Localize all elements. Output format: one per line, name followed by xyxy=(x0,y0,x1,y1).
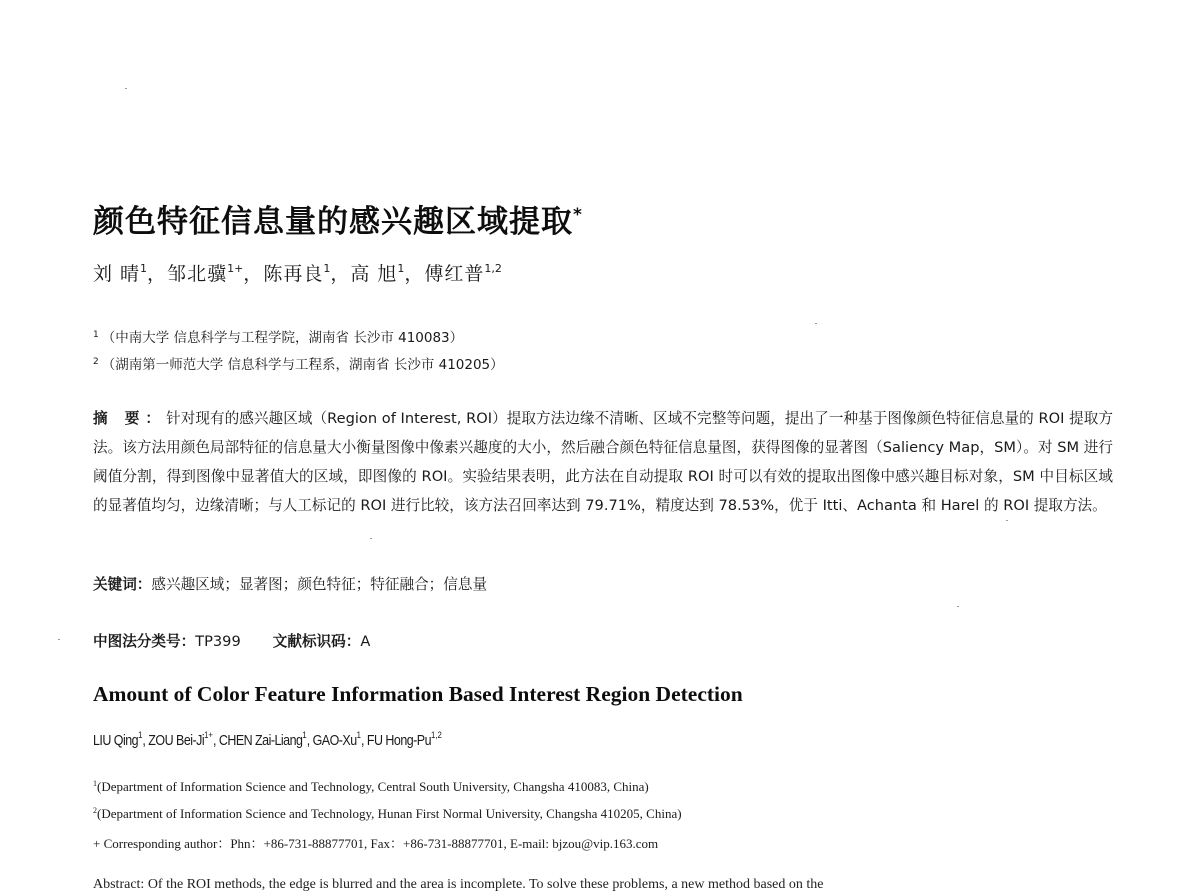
affiliation-cn-1-sup: 1 xyxy=(93,330,99,340)
author-en-separator: , xyxy=(306,733,313,749)
author-cn-separator: ， xyxy=(147,263,168,285)
author-en-separator: , xyxy=(142,733,149,749)
doc-code-label: 文献标识码： xyxy=(272,633,361,650)
author-en-separator: , xyxy=(212,733,219,749)
author-en-5-sup: 1,2 xyxy=(431,730,442,740)
author-cn-2: 邹北骥 xyxy=(167,263,228,285)
clc-label: 中图法分类号： xyxy=(93,633,196,650)
scan-speck xyxy=(815,323,817,324)
affiliation-cn-2 xyxy=(93,353,504,373)
affiliation-cn-1 xyxy=(93,326,463,346)
scan-speck xyxy=(370,538,372,539)
title-en: Amount of Color Feature Information Based Interest Region Detection xyxy=(93,682,743,706)
author-cn-5: 傅红普 xyxy=(424,263,485,285)
title-cn xyxy=(93,196,583,241)
authors-en xyxy=(93,730,442,749)
author-cn-3-sup: 1 xyxy=(323,262,331,275)
doc-code-value: A xyxy=(360,633,371,650)
abstract-en-cut-text: Abstract: Of the ROI methods, the edge is blurred and the area is incomplete. To solve these problems, a new method based on the xyxy=(93,877,824,892)
keywords-cn-text: 感兴趣区域；显著图；颜色特征；特征融合；信息量 xyxy=(151,576,488,593)
author-en-2-sup: 1+ xyxy=(204,730,213,740)
affiliation-en-1-text: (Department of Information Science and Technology, Central South University, Changsha 410083, China) xyxy=(97,779,649,794)
author-en-4: GAO-Xu xyxy=(312,733,357,749)
title-cn-text: 颜色特征信息量的感兴趣区域提取 xyxy=(93,204,573,240)
author-cn-2-sup: 1+ xyxy=(227,262,244,275)
author-en-1: LIU Qing xyxy=(93,733,139,749)
affiliation-en-1 xyxy=(93,779,649,795)
abstract-cn xyxy=(93,404,1113,520)
scan-speck xyxy=(125,88,127,89)
author-cn-4-sup: 1 xyxy=(397,262,405,275)
author-en-4-sup: 1 xyxy=(356,730,361,740)
affiliation-cn-1-text: （中南大学 信息科学与工程学院，湖南省 长沙市 410083） xyxy=(101,330,464,346)
affiliation-cn-2-text: （湖南第一师范大学 信息科学与工程系，湖南省 长沙市 410205） xyxy=(101,357,504,373)
keywords-cn xyxy=(93,573,487,594)
affiliation-en-2 xyxy=(93,806,682,822)
author-cn-separator: ， xyxy=(330,263,351,285)
classification-cn xyxy=(93,630,370,651)
author-cn-4: 高 旭 xyxy=(350,263,398,285)
author-cn-1: 刘 晴 xyxy=(93,263,141,285)
author-en-3: CHEN Zai-Liang xyxy=(218,733,303,749)
abstract-cn-label: 摘 要： xyxy=(93,410,167,427)
scan-speck xyxy=(957,606,959,607)
author-en-separator: , xyxy=(360,733,367,749)
keywords-cn-label: 关键词： xyxy=(93,576,152,593)
affiliation-en-1-sup: 1 xyxy=(93,779,97,788)
author-cn-separator: ， xyxy=(404,263,425,285)
abstract-en-cut-line xyxy=(93,877,1103,892)
affiliation-en-2-sup: 2 xyxy=(93,806,97,815)
authors-cn xyxy=(93,259,502,286)
author-en-3-sup: 1 xyxy=(302,730,307,740)
corresponding-author: + Corresponding author：Phn：+86-731-88877701, Fax：+86-731-88877701, E-mail: bjzou@vip.163.com xyxy=(93,836,659,851)
scan-speck xyxy=(58,639,60,640)
author-cn-5-sup: 1,2 xyxy=(484,262,502,275)
abstract-cn-text: 针对现有的感兴趣区域（Region of Interest, ROI）提取方法边缘不清晰、区域不完整等问题，提出了一种基于图像颜色特征信息量的 ROI 提取方法。该方法用颜色局部特征的信息量大小衡量图像中像素兴趣度的大小，然后融合颜色特征信息量图，获得图像的显著图（Saliency Map，SM）。对 SM 进行阈值分割，得到图像中显著值大的区域，即图像的 ROI。实验结果表明，此方法在自动提取 ROI 时可以有效的提取出图像中感兴趣目标对象，SM 中目标区域的显著值均匀，边缘清晰；与人工标记的 ROI 进行比较，该方法召回率达到 79.71%，精度达到 78.53%，优于 Itti、Achanta 和 Harel 的 ROI 提取方法。 xyxy=(93,410,1113,514)
author-cn-3: 陈再良 xyxy=(263,263,324,285)
clc-value: TP399 xyxy=(195,633,241,650)
affiliation-en-2-text: (Department of Information Science and Technology, Hunan First Normal University, Changsha 410205, China) xyxy=(97,806,682,821)
author-en-2: ZOU Bei-Ji xyxy=(148,733,205,749)
author-en-5: FU Hong-Pu xyxy=(366,733,432,749)
scan-speck xyxy=(1006,520,1008,521)
author-en-1-sup: 1 xyxy=(138,730,143,740)
affiliation-cn-2-sup: 2 xyxy=(93,357,99,367)
title-footnote-mark: * xyxy=(573,205,583,225)
author-cn-1-sup: 1 xyxy=(140,262,148,275)
author-cn-separator: ， xyxy=(243,263,264,285)
